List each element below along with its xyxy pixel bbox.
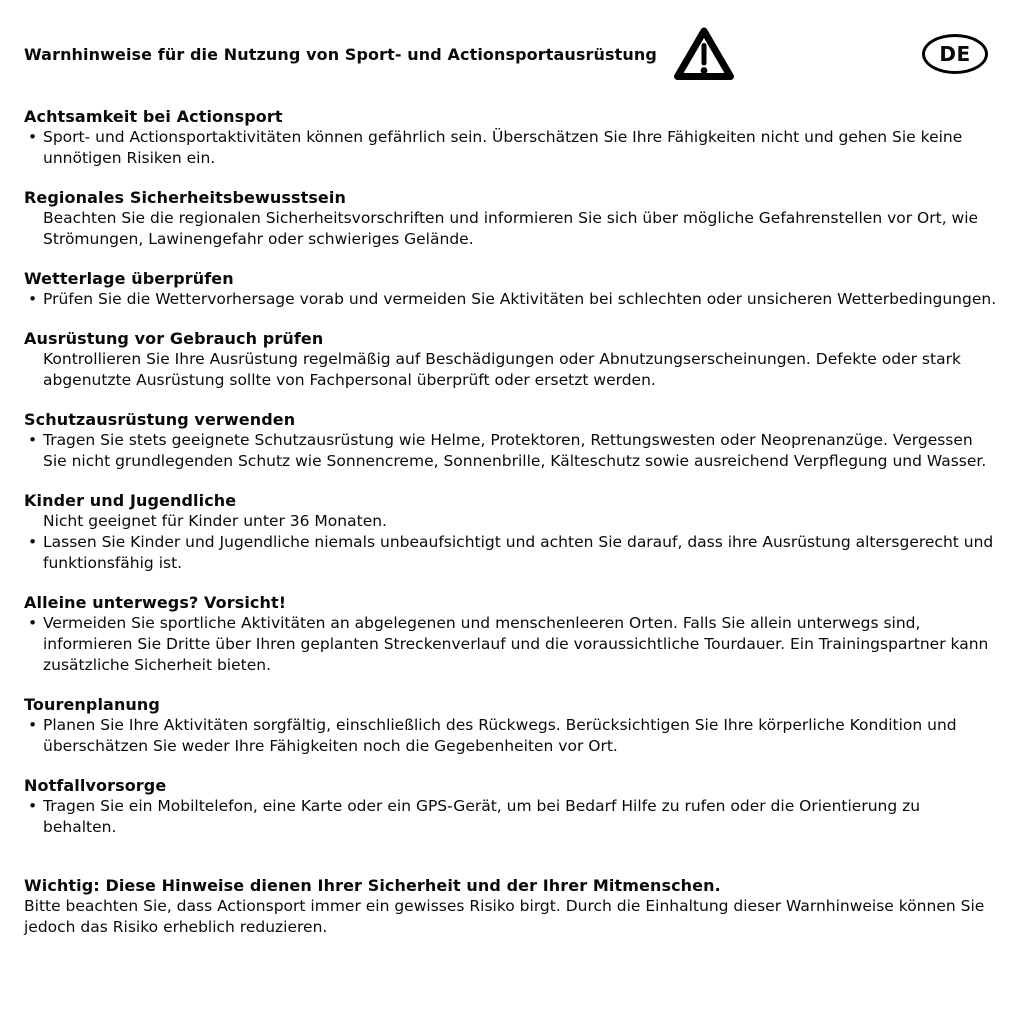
warning-section — [24, 592, 1002, 676]
item-text: Vermeiden Sie sportliche Aktivitäten an abgelegenen und menschenleeren Orten. Falls Sie allein unterwegs sind, informieren Sie Dritte über Ihren geplanten Streckenverlauf und die voraussichtliche Tourdauer. Ein Trainingspartner kann zusätzliche Sicherheit bieten. — [43, 614, 989, 674]
bullet-item — [24, 796, 998, 838]
footer-heading: Wichtig: Diese Hinweise dienen Ihrer Sicherheit und der Ihrer Mitmenschen. — [24, 876, 721, 895]
item-text: Tragen Sie stets geeignete Schutzausrüstung wie Helme, Protektoren, Rettungswesten oder Neoprenanzüge. Vergessen Sie nicht grundlegenden Schutz wie Sonnencreme, Sonnenbrille, Kälteschutz sowie ausreichend Verpflegung und Wasser. — [43, 431, 987, 470]
section-heading: Alleine unterwegs? Vorsicht! — [24, 593, 287, 612]
warning-section — [24, 187, 1002, 250]
section-heading: Tourenplanung — [24, 695, 160, 714]
warning-section — [24, 775, 1002, 838]
warning-section — [24, 106, 1002, 169]
section-heading: Ausrüstung vor Gebrauch prüfen — [24, 329, 324, 348]
bullet-marker-icon: • — [28, 128, 38, 146]
bullet-item — [24, 289, 998, 310]
bullet-item — [24, 715, 998, 757]
plain-item — [24, 511, 998, 532]
bullet-item — [24, 127, 998, 169]
warning-sections — [24, 106, 1002, 838]
item-text: Beachten Sie die regionalen Sicherheitsvorschriften und informieren Sie sich über mögliche Gefahrenstellen vor Ort, wie Strömungen, Lawinengefahr oder schwieriges Gelände. — [43, 209, 979, 248]
warning-section — [24, 409, 1002, 472]
page-title: Warnhinweise für die Nutzung von Sport- und Actionsportausrüstung — [24, 44, 657, 64]
warning-section — [24, 694, 1002, 757]
section-heading: Notfallvorsorge — [24, 776, 167, 795]
bullet-marker-icon: • — [28, 797, 38, 815]
section-heading: Schutzausrüstung verwenden — [24, 410, 296, 429]
section-heading: Wetterlage überprüfen — [24, 269, 234, 288]
warning-section — [24, 328, 1002, 391]
footer-text: Bitte beachten Sie, dass Actionsport immer ein gewisses Risiko birgt. Durch die Einhaltung dieser Warnhinweise können Sie jedoch das Risiko erheblich reduzieren. — [24, 897, 985, 936]
item-text: Prüfen Sie die Wettervorhersage vorab und vermeiden Sie Aktivitäten bei schlechten oder unsicheren Wetterbedingungen. — [43, 290, 997, 308]
item-text: Nicht geeignet für Kinder unter 36 Monaten. — [43, 512, 387, 530]
item-text: Tragen Sie ein Mobiltelefon, eine Karte oder ein GPS-Gerät, um bei Bedarf Hilfe zu rufen oder die Orientierung zu behalten. — [43, 797, 921, 836]
item-text: Planen Sie Ihre Aktivitäten sorgfältig, einschließlich des Rückwegs. Berücksichtigen Sie Ihre körperliche Kondition und überschätzen Sie weder Ihre Fähigkeiten noch die Gegebenheiten vor Ort. — [43, 716, 957, 755]
bullet-item — [24, 613, 998, 676]
bullet-marker-icon: • — [28, 716, 38, 734]
warning-section — [24, 268, 1002, 310]
bullet-marker-icon: • — [28, 290, 38, 308]
bullet-marker-icon: • — [28, 431, 38, 449]
plain-item — [24, 349, 998, 391]
section-heading: Kinder und Jugendliche — [24, 491, 237, 510]
language-badge — [922, 34, 988, 74]
document-footer — [24, 875, 1002, 938]
item-text: Sport- und Actionsportaktivitäten können gefährlich sein. Überschätzen Sie Ihre Fähigkeiten nicht und gehen Sie keine unnötigen Risiken ein. — [43, 128, 963, 167]
item-text: Kontrollieren Sie Ihre Ausrüstung regelmäßig auf Beschädigungen oder Abnutzungserscheinungen. Defekte oder stark abgenutzte Ausrüstung sollte von Fachpersonal überprüft oder ersetzt werden. — [43, 350, 961, 389]
bullet-marker-icon: • — [28, 614, 38, 632]
bullet-item — [24, 430, 998, 472]
plain-item — [24, 208, 998, 250]
warning-section — [24, 490, 1002, 574]
document-header — [24, 25, 1002, 83]
item-text: Lassen Sie Kinder und Jugendliche niemals unbeaufsichtigt und achten Sie darauf, dass ihre Ausrüstung altersgerecht und funktionsfähig ist. — [43, 533, 994, 572]
section-heading: Regionales Sicherheitsbewusstsein — [24, 188, 346, 207]
warning-triangle-icon — [672, 25, 736, 83]
bullet-marker-icon: • — [28, 533, 38, 551]
section-heading: Achtsamkeit bei Actionsport — [24, 107, 283, 126]
language-badge-label: DE — [939, 42, 971, 66]
bullet-item — [24, 532, 998, 574]
